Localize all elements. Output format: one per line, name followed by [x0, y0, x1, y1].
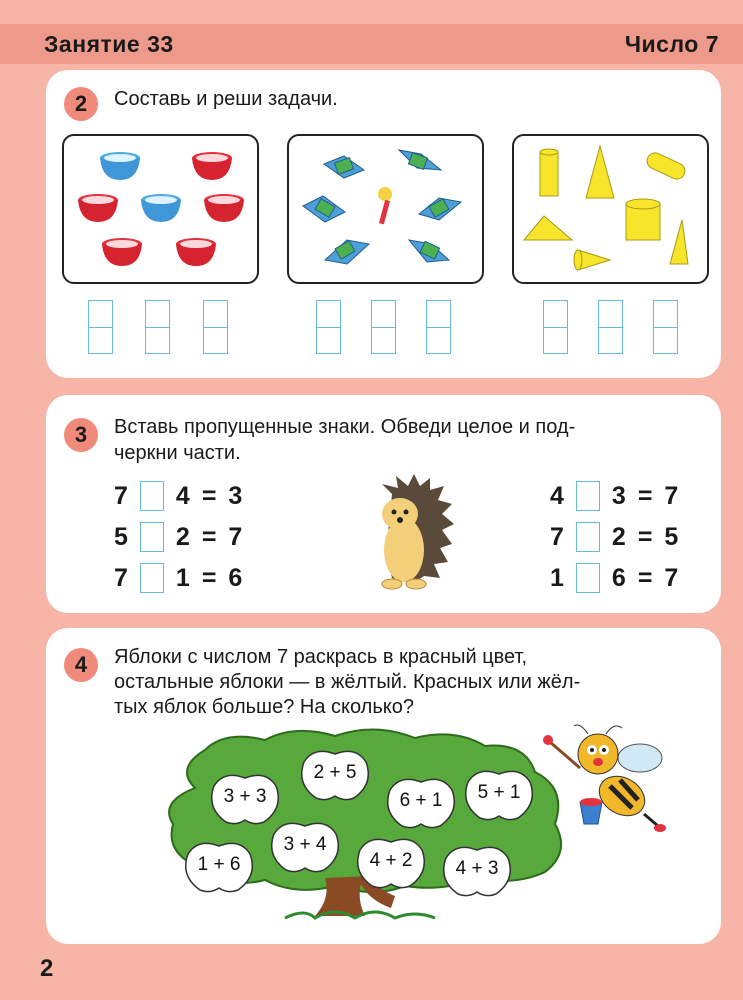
geometric-shapes-picture-icon — [512, 134, 709, 284]
lesson-title: Занятие 33 — [44, 31, 174, 57]
equation-right-3: 1 6 = 7 — [550, 563, 679, 592]
answer-group-1 — [88, 300, 228, 355]
task-2-number: 2 — [64, 87, 98, 121]
task-3-text-line-1: Вставь пропущенные знаки. Обведи целое и под- — [114, 416, 576, 438]
digit-cell[interactable] — [426, 300, 451, 354]
sign-box[interactable] — [140, 522, 164, 552]
equation-right-1: 4 3 = 7 — [550, 481, 679, 510]
task-3-number: 3 — [64, 418, 98, 452]
apple-label[interactable]: 4 + 2 — [369, 850, 413, 871]
task-2-text: Составь и реши задачи. — [114, 88, 338, 110]
sign-box[interactable] — [576, 481, 600, 511]
digit-cell[interactable] — [653, 300, 678, 354]
digit-cell[interactable] — [145, 300, 170, 354]
sign-box[interactable] — [576, 563, 600, 593]
digit-cell[interactable] — [316, 300, 341, 354]
task-4-text-line-3: тых яблок больше? На сколько? — [114, 696, 414, 718]
equation-left-3: 7 1 = 6 — [114, 563, 243, 592]
equation-right-2: 7 2 = 5 — [550, 522, 679, 551]
digit-cell[interactable] — [543, 300, 568, 354]
candies-picture-icon — [287, 134, 484, 284]
digit-cell[interactable] — [88, 300, 113, 354]
topic-title: Число 7 — [624, 31, 719, 57]
equation-left-1: 7 4 = 3 — [114, 481, 243, 510]
digit-cell[interactable] — [371, 300, 396, 354]
apple-label[interactable]: 3 + 3 — [223, 786, 267, 807]
digit-cell[interactable] — [598, 300, 623, 354]
sign-box[interactable] — [140, 563, 164, 593]
answer-group-2 — [316, 300, 456, 355]
apple-label[interactable]: 2 + 5 — [313, 762, 357, 783]
digit-cell[interactable] — [203, 300, 228, 354]
sign-box[interactable] — [140, 481, 164, 511]
task-4-number: 4 — [64, 648, 98, 682]
cup-icon — [100, 152, 140, 180]
answer-group-3 — [543, 300, 683, 355]
apple-label[interactable]: 6 + 1 — [399, 790, 443, 811]
apple-label[interactable]: 5 + 1 — [477, 782, 521, 803]
cups-picture-icon — [62, 134, 259, 284]
task-4-text-line-2: остальные яблоки — в жёлтый. Красных или жёл- — [114, 671, 581, 693]
bee-painter-icon — [540, 718, 670, 838]
apple-label[interactable]: 3 + 4 — [283, 834, 327, 855]
page-number: 2 — [40, 955, 54, 982]
apple-label[interactable]: 4 + 3 — [455, 858, 499, 879]
task-3-text-line-2: черкни части. — [114, 442, 241, 464]
task-4-text-line-1: Яблоки с числом 7 раскрась в красный цвет, — [114, 646, 528, 668]
equation-left-2: 5 2 = 7 — [114, 522, 243, 551]
apple-label[interactable]: 1 + 6 — [197, 854, 241, 875]
sign-box[interactable] — [576, 522, 600, 552]
hedgehog-icon — [372, 474, 456, 592]
